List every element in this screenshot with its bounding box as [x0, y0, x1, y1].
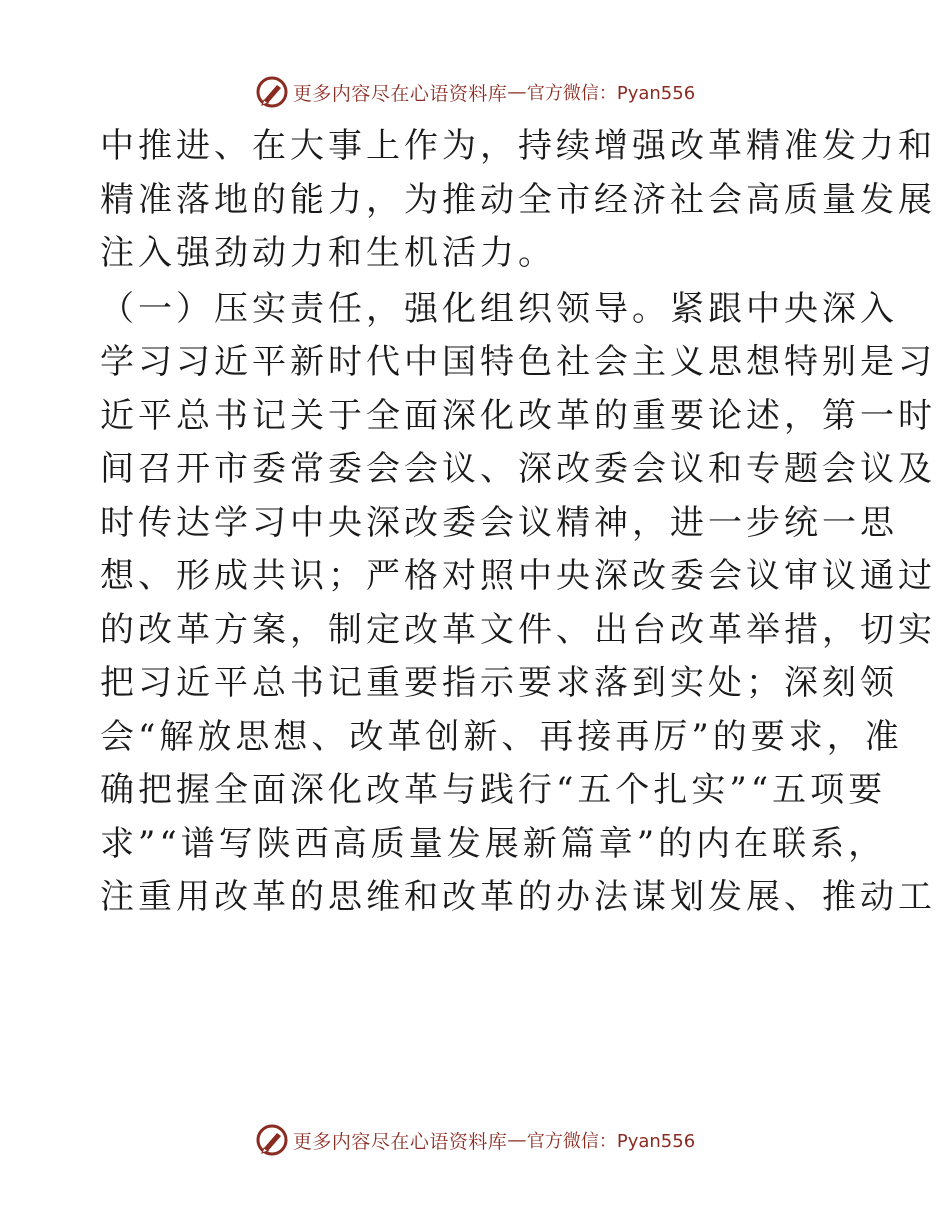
pen-logo-icon [255, 1123, 289, 1157]
header-banner [0, 72, 950, 112]
body-line: 求”“谱写陕西高质量发展新篇章”的内在联系， [100, 823, 887, 864]
body-line: 间召开市委常委会会议、深改委会议和专题会议及 [100, 449, 936, 489]
body-line: 会“解放思想、改革创新、再接再厉”的要求，准 [100, 716, 903, 757]
body-line: 精准落地的能力，为推动全市经济社会高质量发展 [100, 179, 936, 220]
body-line: 学习习近平新时代中国特色社会主义思想特别是习 [100, 342, 936, 382]
body-line: 的改革方案，制定改革文件、出台改革举措，切实 [100, 609, 936, 650]
body-line: 时传达学习中央深改委会议精神，进一步统一思 [100, 502, 898, 543]
footer-banner [0, 1120, 950, 1160]
footer-banner-text: 更多内容尽在心语资料库 [292, 1130, 508, 1153]
body-line: 把习近平总书记重要指示要求落到实处；深刻领 [100, 663, 898, 703]
body-line: 想、形成共识；严格对照中央深改委会议审议通过 [100, 556, 936, 596]
document-body [100, 120, 936, 925]
body-line: 注入强劲动力和生机活力。 [100, 233, 556, 273]
body-line: 注重用改革的思维和改革的办法谋划发展、推动工 [100, 877, 936, 917]
footer-banner-wechat: 官方微信：Pyan556 [526, 1131, 696, 1152]
section-heading-line: （一）压实责任，强化组织领导。紧跟中央深入 [100, 288, 898, 329]
body-line: 近平总书记关于全面深化改革的重要论述，第一时 [100, 395, 936, 436]
header-banner-text: 更多内容尽在心语资料库 [292, 82, 508, 105]
body-line: 中推进、在大事上作为，持续增强改革精准发力和 [100, 126, 936, 166]
body-line: 确把握全面深化改革与践行“五个扎实”“五项要 [100, 770, 887, 810]
pen-logo-icon [255, 75, 289, 109]
header-banner-separator: — [507, 81, 527, 103]
header-banner-wechat: 官方微信：Pyan556 [526, 83, 696, 104]
footer-banner-separator: — [507, 1129, 527, 1151]
